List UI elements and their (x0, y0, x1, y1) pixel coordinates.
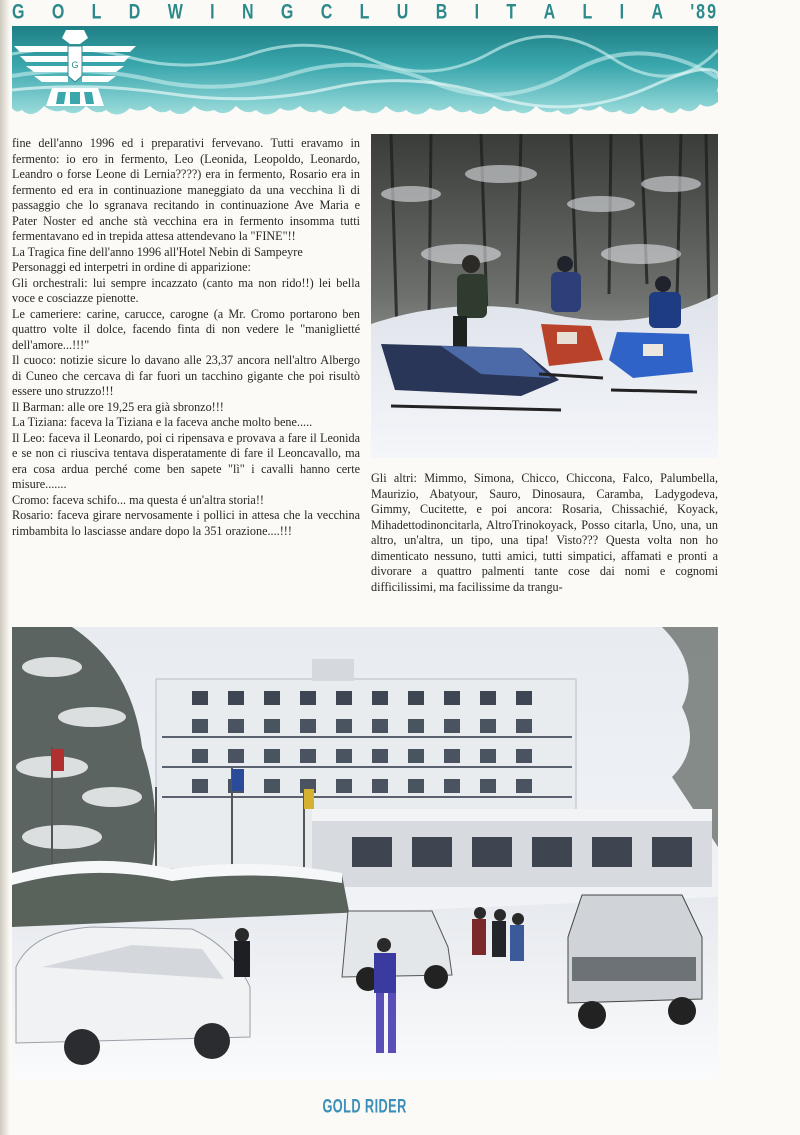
footer-label: GOLD RIDER (322, 1095, 408, 1118)
header-letter: G (12, 0, 27, 24)
header-letter: A (651, 0, 665, 24)
article-right-column (371, 471, 718, 595)
header-letter: C (320, 0, 335, 24)
header-letter: I (474, 0, 482, 24)
paragraph: La Tiziana: faceva la Tiziana e la faceva anche molto bene..... (12, 415, 313, 429)
paragraph: Cromo: faceva schifo... ma questa é un'altra storia!! (12, 492, 264, 507)
paragraph: Rosario: faceva girare nervosamente i pollici in attesa che la vecchina rimbambita lo lasciasse andare dopo la 351 orazione....!!! (12, 508, 360, 538)
footer-magazine-name (300, 1095, 430, 1120)
paragraph: Le cameriere: carine, carucce, carogne (a Mr. Cromo portarono ben quattro volte il dolce, facendo finta di non vedere le "maniglietté dell'amore...!!!" (12, 306, 360, 352)
article-left-column (12, 136, 360, 539)
header-letter: I (619, 0, 627, 24)
paragraph: La Tragica fine dell'anno 1996 all'Hotel Nebin di Sampeyre (12, 244, 303, 259)
header-letter: L (91, 0, 104, 24)
svg-text:G: G (71, 60, 79, 70)
header-letter: U (396, 0, 411, 24)
header-letter: O (51, 0, 67, 24)
snowmobiles-photo (371, 134, 718, 458)
header-letter: W (167, 0, 185, 24)
header-letter: B (435, 0, 450, 24)
paragraph: Il cuoco: notizie sicure lo davano alle 23,37 ancora nell'altro Albergo di Cuneo che cercava di far fuori un tacchino gigante che poi risultò essere uno struzzo!!! (12, 353, 360, 398)
gold-wing-eagle-logo-icon (12, 24, 138, 110)
paragraph: Il Barman: alle ore 19,25 era già sbronzo!!! (12, 399, 224, 414)
paragraph: Gli orchestrali: lui sempre incazzato (canto ma non rido!!) lei bella voce e cosciazze pienotte. (12, 275, 360, 305)
hotel-nebin-photo (12, 627, 718, 1079)
header-year: '89 (690, 0, 718, 24)
header-banner (12, 24, 718, 126)
header-letter: L (582, 0, 595, 24)
header-letter: N (241, 0, 256, 24)
header-title (12, 2, 718, 24)
page-gutter-shadow (0, 0, 10, 1135)
paragraph: fine dell'anno 1996 ed i preparativi fervevano. Tutti eravamo in fermento: io ero in fermento, Leo (Leonida, Leopoldo, Leonardo, Leandro o forse Leone di Lernia????) era in fermento, Rosario era in fermento ed era in continuazione maneggiato da una vecchina lì di passaggio che lo sgranava recitando in continuazione Ave Maria e Pater Noster ed anche stà vecchina era in fermento insomma tutti fermentavano ed in trepida attesa attendevano la "FINE"!! (12, 136, 360, 243)
header-letter: G (280, 0, 296, 24)
header-letter: I (210, 0, 217, 24)
header-letter: D (128, 0, 143, 24)
paragraph: Il Leo: faceva il Leonardo, poi ci ripensava e provava a fare il Leonida e se non ci riusciva tentava disperatamente di fare il Leoncavallo, ma era cosa ardua perché come ben sapete "lì" i cavalli hanno certe misure....... (12, 430, 360, 491)
header-letter: T (506, 0, 519, 24)
header-letter: A (543, 0, 558, 24)
paragraph: Personaggi ed interpetri in ordine di apparizione: (12, 260, 251, 274)
paragraph: Gli altri: Mimmo, Simona, Chicco, Chiccona, Falco, Palumbella, Maurizio, Abatyour, Sauro, Dinosaura, Caramba, Ladygodeva, Gimmy, Cucitette, e poi ancora: Rosaria, Chissachié, Koyack, Mihadettodinoncitarla, AltroTrinokoyack, Posso citarla, Uno, una, un altro, un'altra, un tipo, una tipa! Visto??? Questa volta non ho dimenticato nessuno, tutti amici, tutti simpatici, affamati e pronti a divorare a quattro palmenti tante cose dai nomi e cognomi difficilissimi, ma facilissime da trangu- (371, 471, 718, 594)
header-letter: L (359, 0, 372, 24)
